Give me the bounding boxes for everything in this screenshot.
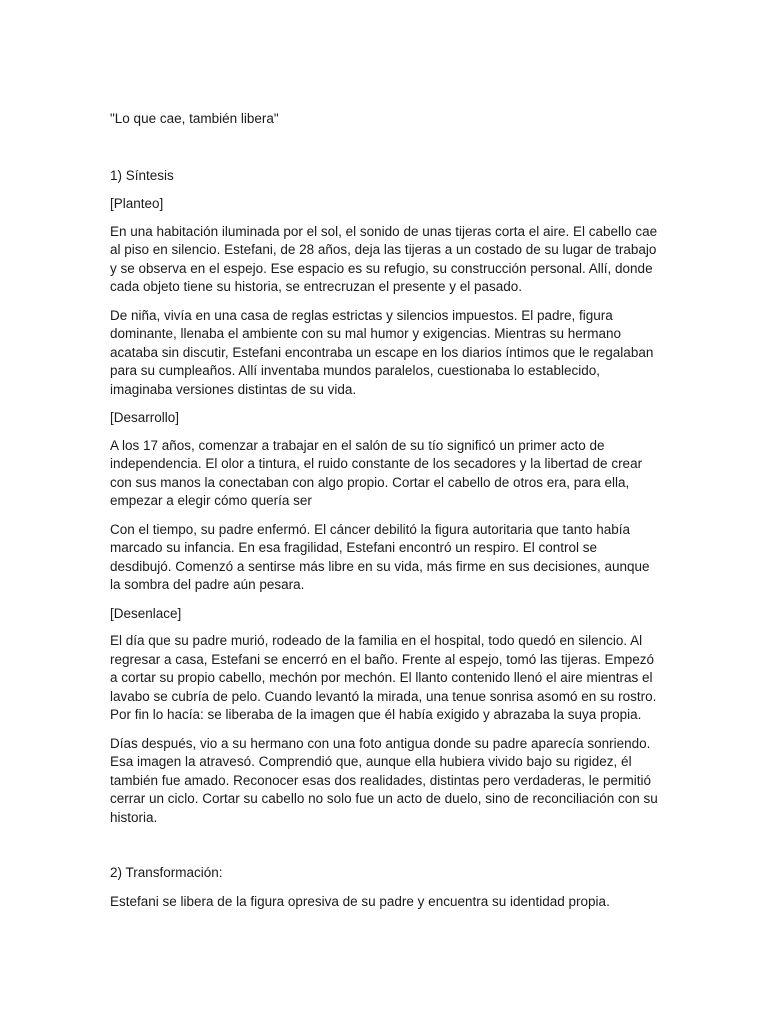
paragraph: Con el tiempo, su padre enfermó. El cáncer debilitó la figura autoritaria que tanto había marcado su infancia. En esa fragilidad, Estefani encontró un respiro. El control se desdibujó. Comenzó a sentirse más libre en su vida, más firme en sus decisiones, aunque la sombra del padre aún pesara. bbox=[110, 521, 650, 592]
section-tag-desarrollo: [Desarrollo] bbox=[110, 410, 180, 425]
section-heading-sintesis: 1) Síntesis bbox=[110, 167, 174, 183]
section-tag-desenlace: [Desenlace] bbox=[110, 605, 182, 621]
paragraph: A los 17 años, comenzar a trabajar en el salón de su tío significó un primer acto de independencia. El olor a tintura, el ruido constante de los secadores y la libertad de crear con sus manos la conectaban con algo propio. Cortar el cabello de otros era, para ella, empezar a elegir cómo quería ser bbox=[110, 437, 643, 508]
paragraph: El día que su padre murió, rodeado de la familia en el hospital, todo quedó en silencio. Al regresar a casa, Estefani se encerró en el baño. Frente al espejo, tomó las tijeras. Empezó a cortar su propio cabello, mechón por mechón. El llanto contenido llenó el aire mientras el lavabo se cubría de pelo. Cuando levantó la mirada, una tenue sonrisa asomó en su rostro. Por fin lo hacía: se liberaba de la imagen que él había exigido y abrazaba la suya propia. bbox=[110, 633, 657, 722]
paragraph: De niña, vivía en una casa de reglas estrictas y silencios impuestos. El padre, figura dominante, llenaba el ambiente con su mal humor y exigencias. Mientras su hermano acataba sin discutir, Estefani encontraba un escape en los diarios íntimos que le regalaban para su cumpleaños. Allí inventaba mundos paralelos, cuestionaba lo establecido, imaginaba versiones distintas de su vida. bbox=[110, 307, 654, 397]
document-page bbox=[110, 110, 658, 921]
paragraph: Días después, vio a su hermano con una foto antigua donde su padre aparecía sonriendo. Esa imagen la atravesó. Comprendió que, aunque ella hubiera vivido bajo su rigidez, él también fue amado. Reconocer esas dos realidades, distintas pero verdaderas, le permitió cerrar un ciclo. Cortar su cabello no solo fue un acto de duelo, sino de reconciliación con su historia. bbox=[110, 735, 658, 825]
section-tag-planteo: [Planteo] bbox=[110, 196, 164, 211]
paragraph: En una habitación iluminada por el sol, el sonido de unas tijeras corta el aire. El cabello cae al piso en silencio. Estefani, de 28 años, deja las tijeras a un costado de su lugar de trabajo y se observa en el espejo. Ese espacio es su refugio, su construcción personal. Allí, donde cada objeto tiene su historia, se entrecruzan el presente y el pasado. bbox=[110, 223, 658, 294]
section-heading-transformacion: 2) Transformación: bbox=[110, 865, 223, 880]
document-title: "Lo que cae, también libera" bbox=[110, 111, 279, 126]
paragraph: Estefani se libera de la figura opresiva de su padre y encuentra su identidad propia. bbox=[110, 893, 610, 909]
